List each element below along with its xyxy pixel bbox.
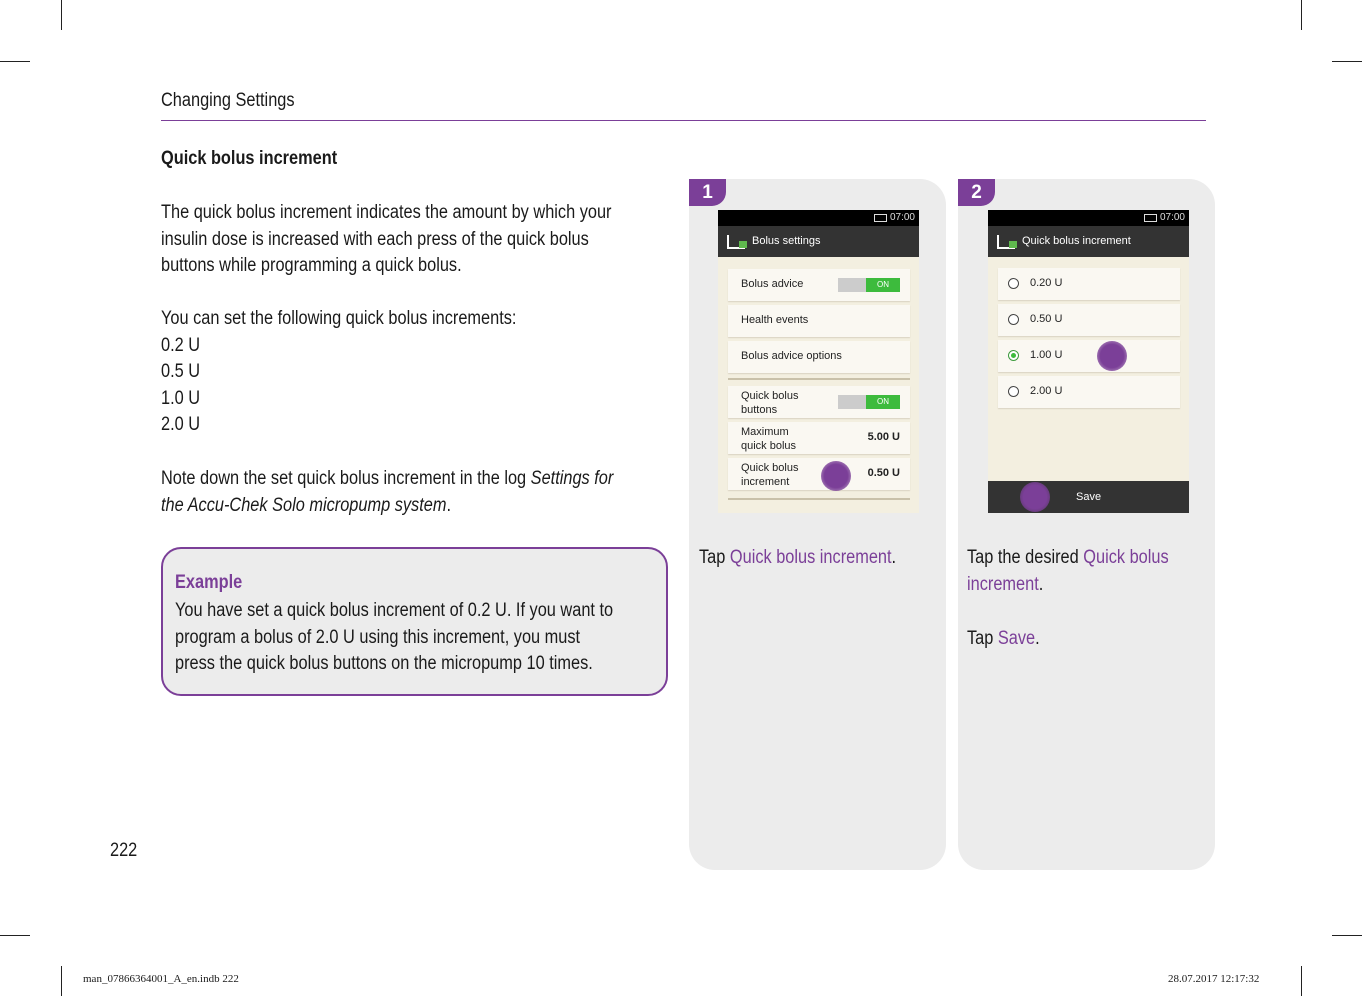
battery-icon [1144,214,1157,222]
row-quick-bolus-buttons[interactable] [728,386,910,418]
toggle-on-label: ON [866,278,900,292]
section-heading: Quick bolus increment [161,148,338,169]
intro-line: insulin dose is increased with each press of the quick bolus [161,228,589,250]
toggle-on-label: ON [866,395,900,409]
increment-item: 2.0 U [161,414,201,435]
tap-indicator [821,461,851,491]
row-value: 5.00 U [867,431,900,443]
save-button[interactable]: Save [1076,491,1102,503]
row-label: Quick bolus increment [741,462,799,488]
note-paragraph [161,466,614,519]
step-1-badge: 1 [689,179,726,206]
intro-line: buttons while programming a quick bolus. [161,255,462,276]
example-title: Example [175,572,243,593]
radio-button-selected[interactable] [1008,350,1019,361]
radio-button[interactable] [1008,314,1019,325]
example-line: You have set a quick bolus increment of 0.2 U. If you want to [175,600,614,621]
check-icon [739,241,747,248]
row-quick-bolus-increment[interactable] [728,458,910,490]
option-label: 1.00 U [1030,349,1063,361]
row-label: Health events [741,314,809,326]
increment-item: 0.2 U [161,334,201,356]
option-label: 0.50 U [1030,313,1063,325]
example-line: press the quick bolus buttons on the micropump 10 times. [175,653,593,674]
intro-line: The quick bolus increment indicates the amount by which your [161,202,612,223]
screen-title: Quick bolus increment [1022,235,1131,247]
instruction-highlight: Save [997,628,1036,649]
example-line: program a bolus of 2.0 U using this increment, you must [175,626,581,648]
quick-bolus-toggle[interactable] [838,395,900,409]
status-time: 07:00 [1159,212,1185,223]
check-icon [1009,241,1017,248]
radio-button[interactable] [1008,386,1019,397]
crop-mark [61,0,62,30]
instruction-text: Tap the desired [967,547,1084,568]
print-footer-timestamp: 28.07.2017 12:17:32 [1168,973,1260,985]
bolus-advice-toggle[interactable] [838,278,900,292]
crop-mark [1301,966,1302,996]
step-2-instruction [967,544,1169,652]
page-header-title: Changing Settings [161,90,295,111]
crop-mark [1301,0,1302,30]
page-number: 222 [110,840,138,861]
crop-mark [1332,61,1362,62]
status-bar [718,210,919,226]
row-bolus-advice-options[interactable] [728,341,910,373]
option-row[interactable] [998,376,1180,408]
screen-title-bar [988,226,1189,257]
option-label: 0.20 U [1030,277,1063,289]
instruction-text: Tap [967,628,998,649]
save-bar[interactable] [988,481,1189,513]
crop-mark [1332,935,1362,936]
increment-item: 0.5 U [161,361,201,382]
print-footer-filename: man_07866364001_A_en.indb 222 [83,973,239,985]
row-label: Quick bolus buttons [741,390,799,416]
screen-title: Bolus settings [752,235,821,247]
note-period: . [446,494,451,516]
note-text: Note down the set quick bolus increment in the log [161,468,531,489]
instruction-highlight: increment [967,574,1039,595]
instruction-text: Tap [699,547,730,568]
step-2-screen [988,210,1189,513]
radio-button[interactable] [1008,278,1019,289]
status-bar [988,210,1189,226]
increments-intro: You can set the following quick bolus increments: [161,308,517,329]
row-maximum-quick-bolus[interactable] [728,422,910,454]
header-divider [161,120,1206,121]
step-1-instruction [699,544,896,571]
crop-mark [0,935,30,936]
row-health-events[interactable] [728,305,910,337]
note-log-reference: Settings for [530,468,614,489]
tap-indicator [1020,482,1050,512]
battery-icon [874,214,887,222]
divider [728,378,910,380]
intro-paragraph [161,200,612,280]
crop-mark [0,61,30,62]
step-2-badge: 2 [958,179,995,206]
step-1-screen [718,210,919,513]
example-text [175,598,613,678]
row-label: Bolus advice options [741,350,842,362]
row-bolus-advice[interactable] [728,269,910,301]
instruction-period: . [1035,628,1040,649]
increment-item: 1.0 U [161,387,201,409]
row-value: 0.50 U [867,467,900,479]
instruction-period: . [891,547,897,568]
row-label: Maximum quick bolus [741,426,797,452]
tap-indicator [1097,341,1127,371]
instruction-highlight: Quick bolus [1083,547,1169,568]
row-label: Bolus advice [741,278,804,290]
divider [728,498,910,500]
option-row[interactable] [998,340,1180,372]
note-log-reference-cont: the Accu-Chek Solo micropump system [161,494,447,516]
increments-list [161,306,591,439]
option-row[interactable] [998,268,1180,300]
crop-mark [61,966,62,996]
option-label: 2.00 U [1030,385,1063,397]
instruction-period: . [1038,574,1044,595]
option-row[interactable] [998,304,1180,336]
status-time: 07:00 [889,212,915,223]
screen-title-bar [718,226,919,257]
instruction-highlight: Quick bolus increment [729,547,892,568]
